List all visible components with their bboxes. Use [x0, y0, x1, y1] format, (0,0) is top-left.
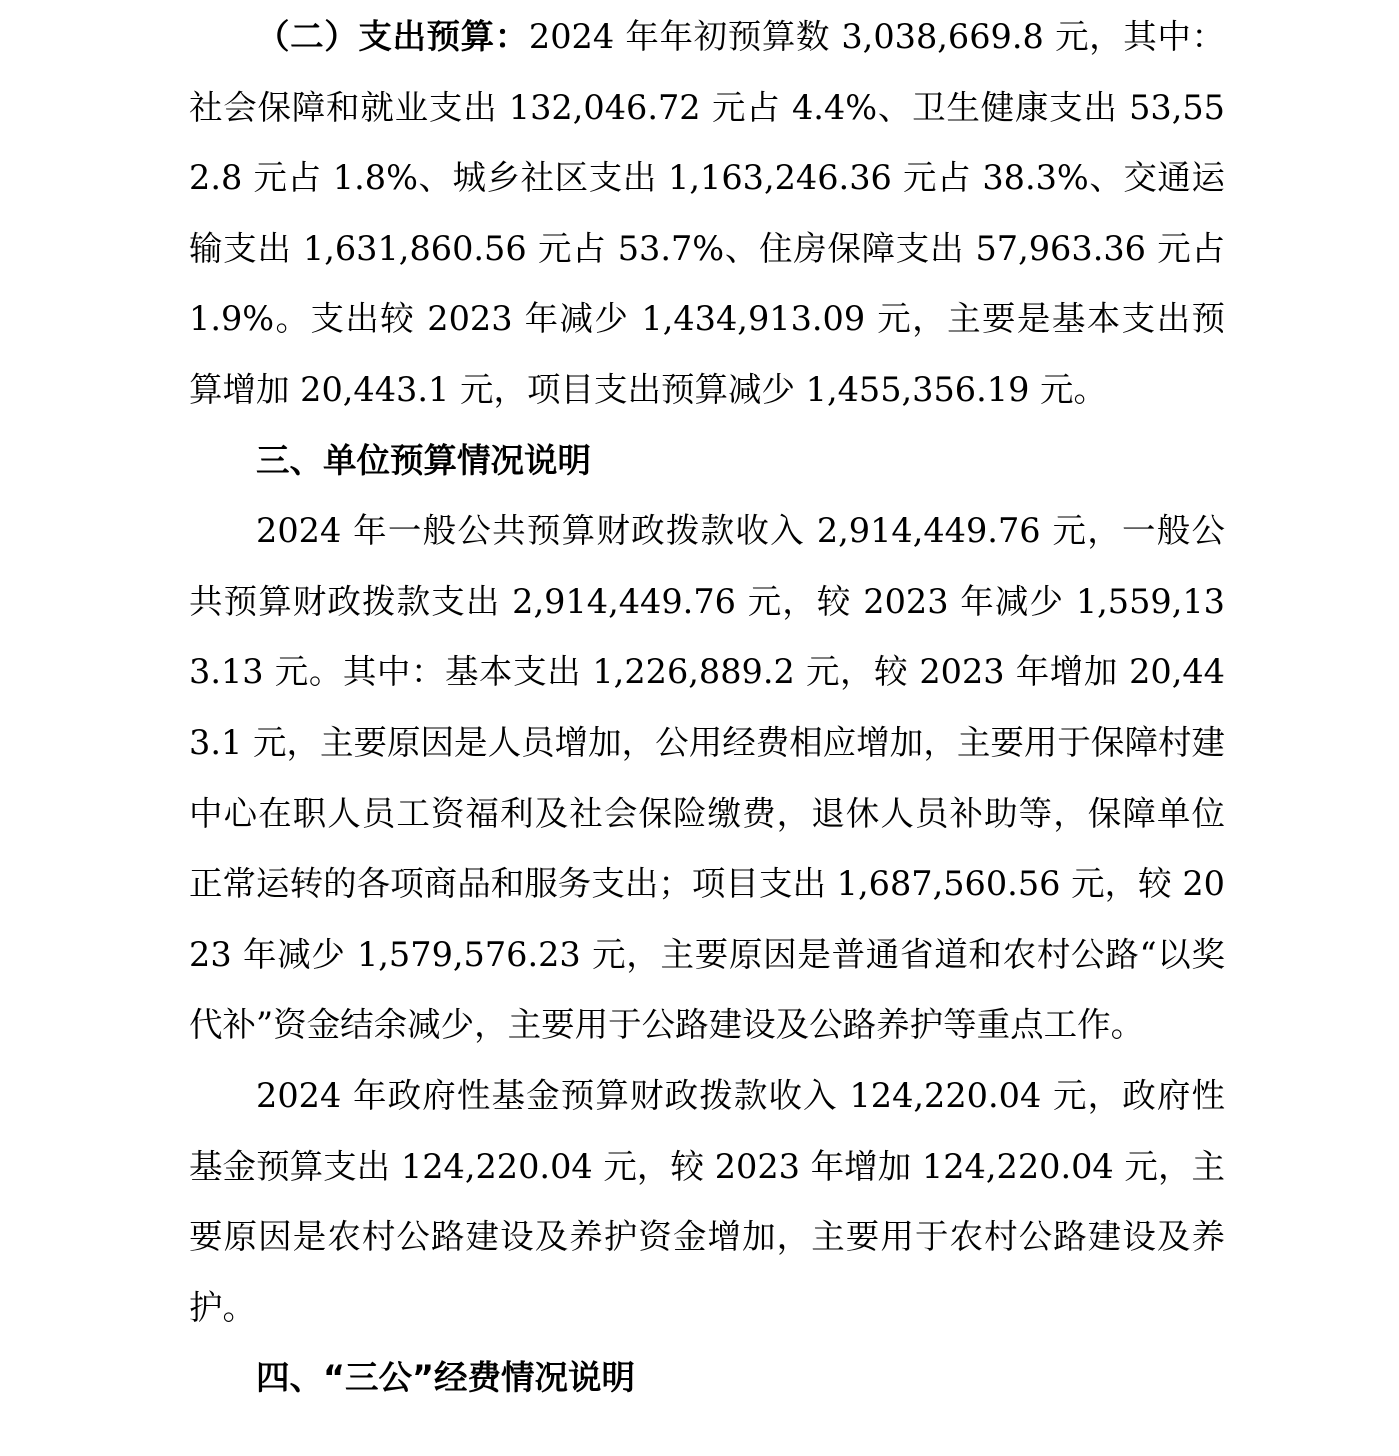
gov-fund-paragraph: 2024 年政府性基金预算财政拨款收入 124,220.04 元，政府性基金预算支出 124,220.04 元，较 2023 年增加 124,220.04 元，主要原因是农村公路建设及养护资金增加，主要用于农村公路建设及养护。	[189, 1075, 1225, 1327]
section-heading-unit-budget: 三、单位预算情况说明	[256, 440, 591, 480]
document-body	[189, 2, 1225, 1414]
expense-budget-text: 2024 年年初预算数 3,038,669.8 元，其中：社会保障和就业支出 132,046.72 元占 4.4%、卫生健康支出 53,552.8 元占 1.8%、城乡社区支出 1,163,246.36 元占 38.3%、交通运输支出 1,631,860.56 元占 53.7%、住房保障支出 57,963.36 元占 1.9%。支出较 2023 年减少 1,434,913.09 元，主要是基本支出预算增加 20,443.1 元，项目支出预算减少 1,455,356.19 元。	[189, 17, 1226, 409]
expense-budget-paragraph	[189, 2, 1225, 426]
general-budget-paragraph: 2024 年一般公共预算财政拨款收入 2,914,449.76 元，一般公共预算财政拨款支出 2,914,449.76 元，较 2023 年减少 1,559,133.13 元。其中：基本支出 1,226,889.2 元，较 2023 年增加 20,443.1 元，主要原因是人员增加，公用经费相应增加，主要用于保障村建中心在职人员工资福利及社会保险缴费，退休人员补助等，保障单位正常运转的各项商品和服务支出；项目支出 1,687,560.56 元，较 2023 年减少 1,579,576.23 元，主要原因是普通省道和农村公路“以奖代补”资金结余减少，主要用于公路建设及公路养护等重点工作。	[189, 511, 1225, 1045]
section-heading-three-public: 四、“三公”经费情况说明	[256, 1358, 636, 1398]
expense-budget-lead: （二）支出预算：	[256, 17, 529, 56]
